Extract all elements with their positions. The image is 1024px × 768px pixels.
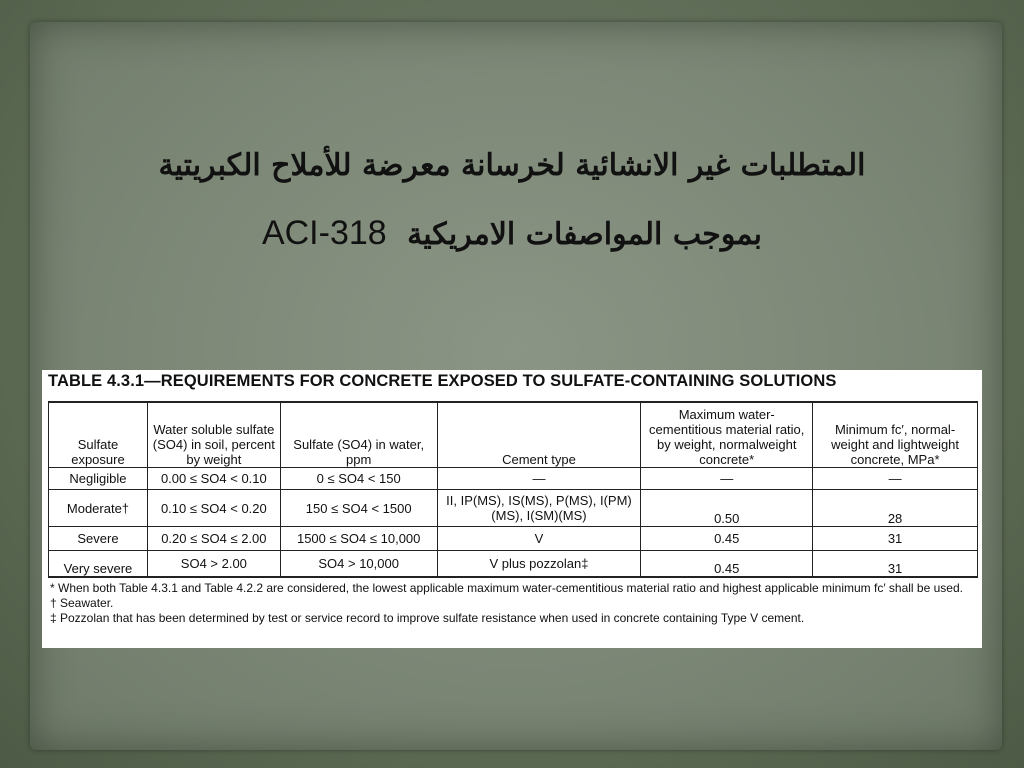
sulfate-requirements-table-image: [42, 370, 982, 648]
cell-water: 150 ≤ SO4 < 1500: [280, 490, 437, 527]
requirements-table: [48, 401, 978, 578]
header-exposure: Sulfate exposure: [49, 402, 148, 468]
slide-heading-line1: المتطلبات غير الانشائية لخرسانة معرضة للأملاح الكبريتية: [158, 148, 866, 183]
header-wc-ratio: Maximum water-cementitious material ratio, by weight, normalweight concrete*: [641, 402, 813, 468]
cell-min-fc: 31: [813, 551, 978, 578]
cell-cement: —: [437, 468, 641, 490]
header-soil-sulfate: Water soluble sulfate (SO4) in soil, percent by weight: [147, 402, 280, 468]
cell-min-fc: 28: [813, 490, 978, 527]
cell-water: SO4 > 10,000: [280, 551, 437, 578]
table-row: [49, 551, 978, 578]
cell-min-fc: —: [813, 468, 978, 490]
header-water-sulfate: Sulfate (SO4) in water, ppm: [280, 402, 437, 468]
cell-exposure: Negligible: [49, 468, 148, 490]
cell-wc-ratio: 0.45: [641, 551, 813, 578]
footnote-double-dagger: ‡ Pozzolan that has been determined by test or service record to improve sulfate resistance when used in concrete containing Type V cement.: [50, 611, 805, 625]
header-cement-type: Cement type: [437, 402, 641, 468]
cell-cement: V: [437, 527, 641, 551]
cell-soil: 0.10 ≤ SO4 < 0.20: [147, 490, 280, 527]
cell-water: 0 ≤ SO4 < 150: [280, 468, 437, 490]
table-title: TABLE 4.3.1—REQUIREMENTS FOR CONCRETE EXPOSED TO SULFATE-CONTAINING SOLUTIONS: [48, 372, 837, 390]
table-row: [49, 527, 978, 551]
slide-heading-line2-arabic: بموجب المواصفات الامريكية: [407, 217, 763, 252]
cell-wc-ratio: 0.50: [641, 490, 813, 527]
table-header-row: [49, 402, 978, 468]
cell-water: 1500 ≤ SO4 ≤ 10,000: [280, 527, 437, 551]
cell-wc-ratio: 0.45: [641, 527, 813, 551]
footnote-dagger: † Seawater.: [50, 596, 114, 610]
cell-wc-ratio: —: [641, 468, 813, 490]
table-footnotes: [50, 581, 978, 626]
cell-soil: 0.20 ≤ SO4 ≤ 2.00: [147, 527, 280, 551]
footnote-asterisk: * When both Table 4.3.1 and Table 4.2.2 are considered, the lowest applicable maximum water-cementitious material ratio and highest applicable minimum fc′ shall be used.: [50, 581, 963, 595]
cell-min-fc: 31: [813, 527, 978, 551]
slide-heading-line2: [0, 214, 1024, 253]
cell-cement: II, IP(MS), IS(MS), P(MS), I(PM)(MS), I(SM)(MS): [437, 490, 641, 527]
cell-exposure: Severe: [49, 527, 148, 551]
cell-cement: V plus pozzolan‡: [437, 551, 641, 578]
table-row: [49, 490, 978, 527]
cell-exposure: Very severe: [49, 551, 148, 578]
standard-code: ACI-318: [261, 214, 387, 252]
cell-exposure: Moderate†: [49, 490, 148, 527]
header-min-strength: Minimum fc′, normal-weight and lightweight concrete, MPa*: [813, 402, 978, 468]
cell-soil: 0.00 ≤ SO4 < 0.10: [147, 468, 280, 490]
table-row: [49, 468, 978, 490]
cell-soil: SO4 > 2.00: [147, 551, 280, 578]
